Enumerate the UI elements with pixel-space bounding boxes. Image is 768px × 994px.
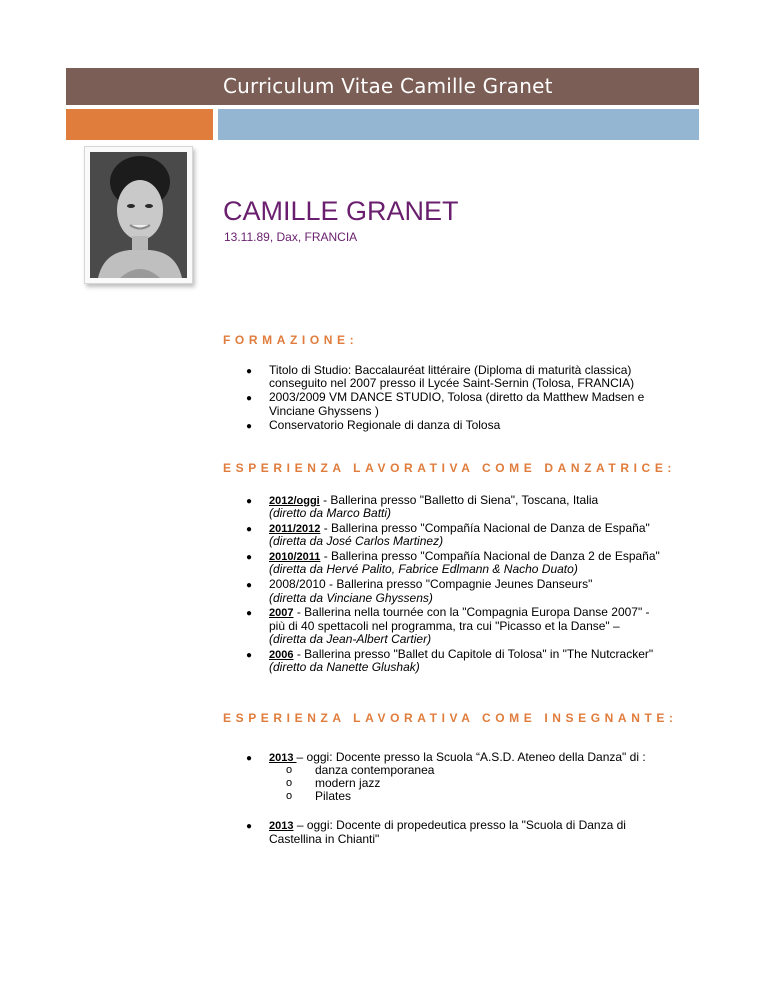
experience-item bbox=[269, 606, 650, 620]
bullet-icon: ● bbox=[246, 608, 253, 619]
experience-director: (diretto da Marco Batti) bbox=[269, 506, 392, 520]
formazione-item-cont: conseguito nel 2007 presso il Lycée Saint-Sernin (Tolosa, FRANCIA) bbox=[269, 376, 635, 390]
teaching-text: – oggi: Docente di propedeutica presso la "Scuola di Danza di bbox=[293, 818, 626, 832]
experience-text: 2008/2010 - Ballerina presso "Compagnie Jeunes Danseurs" bbox=[269, 577, 593, 591]
bullet-icon: ● bbox=[246, 393, 253, 404]
formazione-item: 2003/2009 VM DANCE STUDIO, Tolosa (diretto da Matthew Madsen e bbox=[269, 390, 645, 404]
experience-text: - Ballerina presso "Balletto di Siena", Toscana, Italia bbox=[319, 493, 599, 507]
experience-director: (diretta da José Carlos Martinez) bbox=[269, 534, 444, 548]
formazione-item-cont: Vinciane Ghyssens ) bbox=[269, 404, 379, 418]
experience-year: 2010/2011 bbox=[269, 551, 321, 563]
teaching-item bbox=[269, 819, 626, 833]
formazione-item: Titolo di Studio: Baccalauréat littéraire (Diploma di maturità classica) bbox=[269, 363, 632, 377]
teaching-text: – oggi: Docente presso la Scuola “A.S.D. Ateneo della Danza" di : bbox=[296, 750, 646, 764]
bullet-icon: ● bbox=[246, 580, 253, 591]
bullet-icon: ● bbox=[246, 821, 253, 832]
experience-text: - Ballerina nella tournée con la "Compagnia Europa Danse 2007" - bbox=[293, 605, 650, 619]
experience-year: 2006 bbox=[269, 649, 294, 661]
bullet-icon: ● bbox=[246, 524, 253, 535]
bullet-icon: ● bbox=[246, 421, 253, 432]
teaching-item-cont: Castellina in Chianti" bbox=[269, 832, 380, 846]
experience-text: - Ballerina presso "Ballet du Capitole di Tolosa" in "The Nutcracker" bbox=[293, 647, 654, 661]
document-title: Curriculum Vitae Camille Granet bbox=[223, 74, 553, 98]
bullet-icon: ● bbox=[246, 496, 253, 507]
profile-photo bbox=[90, 152, 187, 278]
sub-bullet-icon: o bbox=[286, 764, 293, 776]
person-name: CAMILLE GRANET bbox=[223, 196, 459, 226]
sub-bullet-icon: o bbox=[286, 777, 293, 789]
teaching-year: 2013 bbox=[269, 820, 294, 832]
teaching-subject: Pilates bbox=[315, 789, 352, 803]
experience-item-cont: più di 40 spettacoli nel programma, tra cui "Picasso et la Danse" – bbox=[269, 619, 620, 633]
experience-director: (diretto da Nanette Glushak) bbox=[269, 660, 420, 674]
experience-year: 2011/2012 bbox=[269, 523, 321, 535]
formazione-item: Conservatorio Regionale di danza di Tolosa bbox=[269, 418, 501, 432]
experience-director: (diretta da Hervé Palito, Fabrice Edlmann & Nacho Duato) bbox=[269, 562, 578, 576]
bullet-icon: ● bbox=[246, 753, 253, 764]
bullet-icon: ● bbox=[246, 366, 253, 377]
experience-director: (diretta da Vinciane Ghyssens) bbox=[269, 591, 433, 605]
profile-photo-frame bbox=[84, 146, 193, 284]
accent-bar-blue bbox=[218, 109, 699, 140]
bullet-icon: ● bbox=[246, 650, 253, 661]
birth-info: 13.11.89, Dax, FRANCIA bbox=[224, 230, 358, 244]
teaching-year: 2013 bbox=[269, 752, 297, 764]
section-title-insegnante: ESPERIENZA LAVORATIVA COME INSEGNANTE: bbox=[223, 711, 678, 725]
section-title-danzatrice: ESPERIENZA LAVORATIVA COME DANZATRICE: bbox=[223, 461, 677, 475]
experience-director: (diretta da Jean-Albert Cartier) bbox=[269, 632, 432, 646]
experience-text: - Ballerina presso "Compañía Nacional de Danza 2 de España" bbox=[320, 549, 660, 563]
sub-bullet-icon: o bbox=[286, 790, 293, 802]
bullet-icon: ● bbox=[246, 552, 253, 563]
experience-item bbox=[269, 578, 592, 591]
teaching-subject: danza contemporanea bbox=[315, 763, 435, 777]
accent-bar-orange bbox=[66, 109, 213, 140]
experience-year: 2007 bbox=[269, 607, 294, 619]
experience-text: - Ballerina presso "Compañía Nacional de Danza de España" bbox=[320, 521, 650, 535]
section-title-formazione: FORMAZIONE: bbox=[223, 333, 359, 347]
teaching-subject: modern jazz bbox=[315, 776, 381, 790]
experience-year: 2012/oggi bbox=[269, 495, 320, 507]
